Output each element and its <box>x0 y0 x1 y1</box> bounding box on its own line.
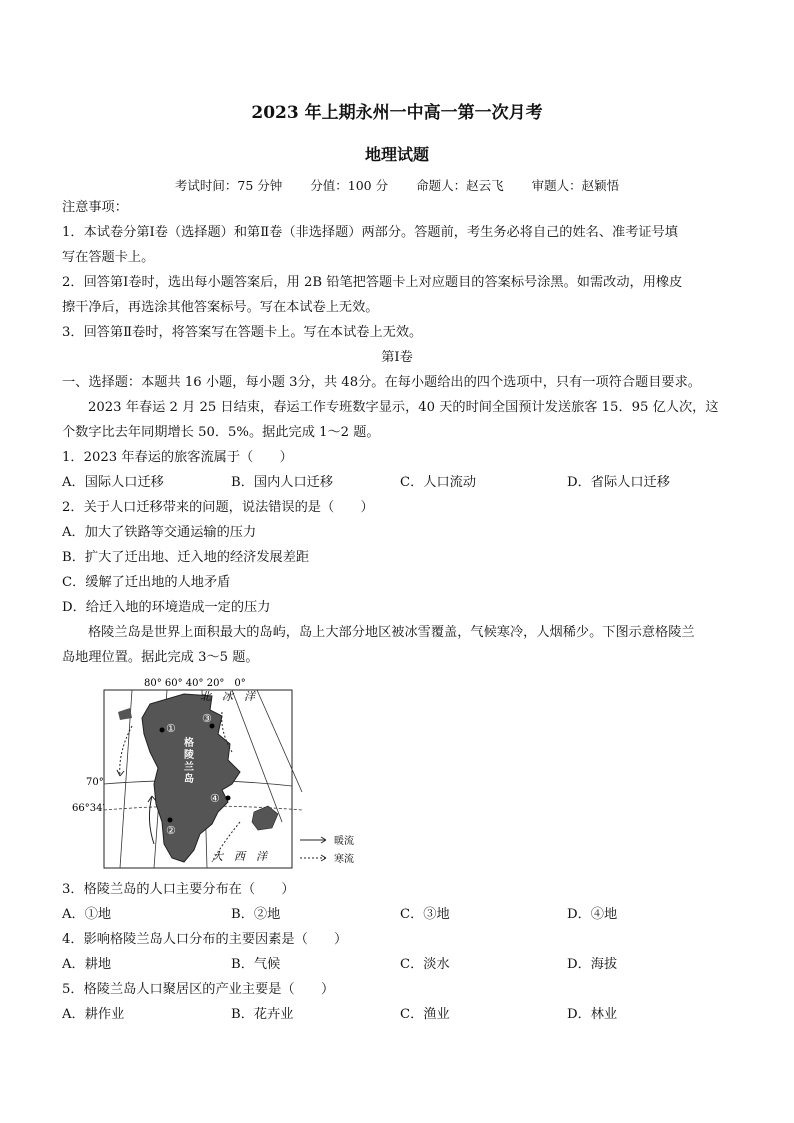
q4-option-a: A．耕地 <box>62 957 112 972</box>
island-name-char: 格 <box>184 738 194 749</box>
q2-option-d: D．给迁入地的环境造成一定的压力 <box>62 600 271 615</box>
island-name-char: 岛 <box>184 774 194 785</box>
q5-stem: 5．格陵兰岛人口聚居区的产业主要是（ ） <box>62 982 335 997</box>
exam-reviewer: 审题人：赵颖悟 <box>531 178 620 193</box>
q2-option-b: B．扩大了迁出地、迁入地的经济发展差距 <box>62 550 310 565</box>
small-island <box>118 708 132 720</box>
exam-meta <box>0 176 794 194</box>
point-2-label: ② <box>166 824 176 837</box>
q2-option-c: C．缓解了迁出地的人地矛盾 <box>62 575 231 590</box>
island-name-char: 兰 <box>184 762 194 773</box>
q1-option-a: A．国际人口迁移 <box>62 475 164 490</box>
legend-cold-label: 寒流 <box>334 854 354 865</box>
q2-option-a: A．加大了铁路等交通运输的压力 <box>62 525 257 540</box>
q4-stem: 4．影响格陵兰岛人口分布的主要因素是（ ） <box>62 932 348 947</box>
q3-stem: 3．格陵兰岛的人口主要分布在（ ） <box>62 882 295 897</box>
exam-setter: 命题人：赵云飞 <box>416 178 504 193</box>
greenland-map <box>72 672 372 872</box>
passage2-line1: 格陵兰岛是世界上面积最大的岛屿，岛上大部分地区被冰雪覆盖，气候寒冷，人烟稀少。下图示意格陵兰 <box>88 625 695 640</box>
q4-option-d: D．海拔 <box>567 957 618 972</box>
q1-option-c: C．人口流动 <box>400 475 477 490</box>
q3-option-a: A．①地 <box>62 907 112 922</box>
meridian-line <box>257 690 302 792</box>
q5-option-a: A．耕作业 <box>62 1007 125 1022</box>
q4-option-c: C．淡水 <box>400 957 450 972</box>
arctic-ocean-label: 北 冰 洋 <box>200 690 255 703</box>
exam-subtitle: 地理试题 <box>364 145 429 164</box>
point-2-dot <box>168 818 173 823</box>
point-1-label: ① <box>166 722 176 735</box>
map-longitude-labels: 80° 60° 40° 20° 0° <box>144 678 246 689</box>
q3-option-b: B．②地 <box>231 907 281 922</box>
lat-70-label: 70° <box>86 777 104 788</box>
notice-heading: 注意事项： <box>62 200 128 215</box>
iceland-shape <box>252 806 278 830</box>
atlantic-ocean-label: 大 西 洋 <box>212 850 267 863</box>
point-3-label: ③ <box>202 712 212 725</box>
warm-current-west <box>149 796 154 844</box>
notice-2a: 2．回答第Ⅰ卷时，选出每小题答案后，用 2B 铅笔把答题卡上对应题目的答案标号涂黑。如需改动，用橡皮 <box>62 275 683 290</box>
q1-option-b: B．国内人口迁移 <box>231 475 334 490</box>
q3-option-c: C．③地 <box>400 907 450 922</box>
legend-warm-label: 暖流 <box>334 836 354 847</box>
point-1-dot <box>160 728 165 733</box>
point-4-dot <box>226 796 231 801</box>
q1-stem: 1．2023 年春运的旅客流属于（ ） <box>62 450 293 465</box>
passage2-line2: 岛地理位置。据此完成 3～5 题。 <box>62 650 259 665</box>
meridian-line <box>232 690 282 822</box>
notice-2b: 擦干净后，再选涂其他答案标号。写在本试卷上无效。 <box>62 300 379 315</box>
q1-option-d: D．省际人口迁移 <box>567 475 670 490</box>
q2-stem: 2．关于人口迁移带来的问题，说法错误的是（ ） <box>62 500 374 515</box>
cold-current-west <box>120 726 132 776</box>
section-instruction: 一、选择题：本题共 16 小题，每小题 3分，共 48分。在每小题给出的四个选项中，只有一项符合题目要求。 <box>62 375 701 390</box>
q5-option-b: B．花卉业 <box>231 1007 294 1022</box>
exam-title: 2023 年上期永州一中高一第一次月考 <box>251 103 543 123</box>
exam-time: 考试时间：75 分钟 <box>174 178 283 193</box>
point-4-label: ④ <box>210 792 220 805</box>
notice-3: 3．回答第Ⅱ卷时，将答案写在答题卡上。写在本试卷上无效。 <box>62 325 423 340</box>
island-name-char: 陵 <box>184 750 194 761</box>
passage1-line2: 个数字比去年同期增长 50．5%。据此完成 1～2 题。 <box>62 425 380 440</box>
q5-option-c: C．渔业 <box>400 1007 450 1022</box>
q5-option-d: D．林业 <box>567 1007 618 1022</box>
exam-score: 分值：100 分 <box>310 178 389 193</box>
q4-option-b: B．气候 <box>231 957 281 972</box>
lat-6634-label: 66°34′ <box>72 803 105 814</box>
passage1-line1: 2023 年春运 2 月 25 日结束，春运工作专班数字显示，40 天的时间全国预计发送旅客 15．95 亿人次，这 <box>88 400 719 415</box>
notice-1a: 1．本试卷分第Ⅰ卷（选择题）和第Ⅱ卷（非选择题）两部分。答题前，考生务必将自己的姓名、准考证号填 <box>62 225 678 240</box>
section-title: 第Ⅰ卷 <box>381 350 413 365</box>
cold-current-arrowhead <box>117 770 124 776</box>
q3-option-d: D．④地 <box>567 907 618 922</box>
notice-1b: 写在答题卡上。 <box>62 250 155 265</box>
